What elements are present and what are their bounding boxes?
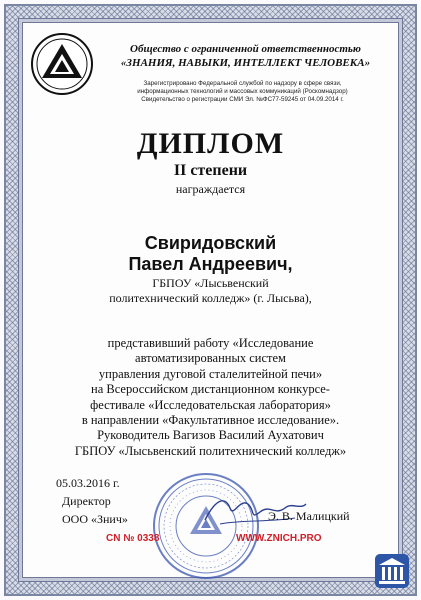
awarded-label: награждается bbox=[175, 182, 246, 196]
certificate-number: CN № 0338 bbox=[106, 533, 160, 544]
registration-line: информационных технологий и массовых коммуникаций (Роскомнадзор) bbox=[137, 88, 348, 96]
columns-building-icon bbox=[375, 554, 409, 588]
company-name: ООО «Знич» bbox=[62, 512, 128, 526]
org-name-line2: «ЗНАНИЯ, НАВЫКИ, ИНТЕЛЛЕКТ ЧЕЛОВЕКА» bbox=[120, 57, 371, 69]
description-line: автоматизированных систем bbox=[135, 351, 286, 366]
description-line: в направлении «Факультативное исследование». bbox=[81, 413, 340, 428]
website-link[interactable]: WWW.ZNICH.PRO bbox=[236, 533, 322, 544]
description-line: представивший работу «Исследование bbox=[107, 336, 314, 350]
registration-line: Зарегистрировано Федеральной службой по надзору в сфере связи, bbox=[143, 80, 342, 87]
triangle-emblem-icon bbox=[30, 32, 94, 96]
diploma-degree: II степени bbox=[173, 162, 248, 179]
description-line: ГБПОУ «Лысьвенский политехнический колледж» bbox=[74, 443, 347, 458]
registration-line: Свидетельство о регистрации СМИ Эл. №ФС77-59245 от 04.09.2014 г. bbox=[141, 96, 344, 104]
award-description bbox=[60, 336, 361, 459]
director-label: Директор bbox=[62, 494, 111, 508]
recipient-institution-line2: политехнический колледж» (г. Лысьва), bbox=[109, 291, 312, 305]
description-line: фестивале «Исследовательская лаборатория» bbox=[90, 397, 331, 412]
description-line: Руководитель Вагизов Василий Аухатович bbox=[97, 428, 324, 443]
recipient-institution-line1: ГБПОУ «Лысьвенский bbox=[152, 276, 269, 290]
diploma-title: ДИПЛОМ bbox=[136, 127, 285, 160]
recipient-surname: Свиридовский bbox=[144, 233, 277, 253]
org-name-line1: Общество с ограниченной ответственностью bbox=[130, 43, 361, 55]
description-line: управления дуговой сталелитейной печи» bbox=[98, 366, 323, 381]
registration-info bbox=[100, 80, 385, 105]
issue-date: 05.03.2016 г. bbox=[56, 476, 120, 490]
description-line: на Всероссийском дистанционном конкурсе- bbox=[91, 382, 330, 397]
recipient-given-name: Павел Андреевич, bbox=[128, 254, 293, 274]
signer-name: Э. В. Малицкий bbox=[268, 509, 350, 523]
